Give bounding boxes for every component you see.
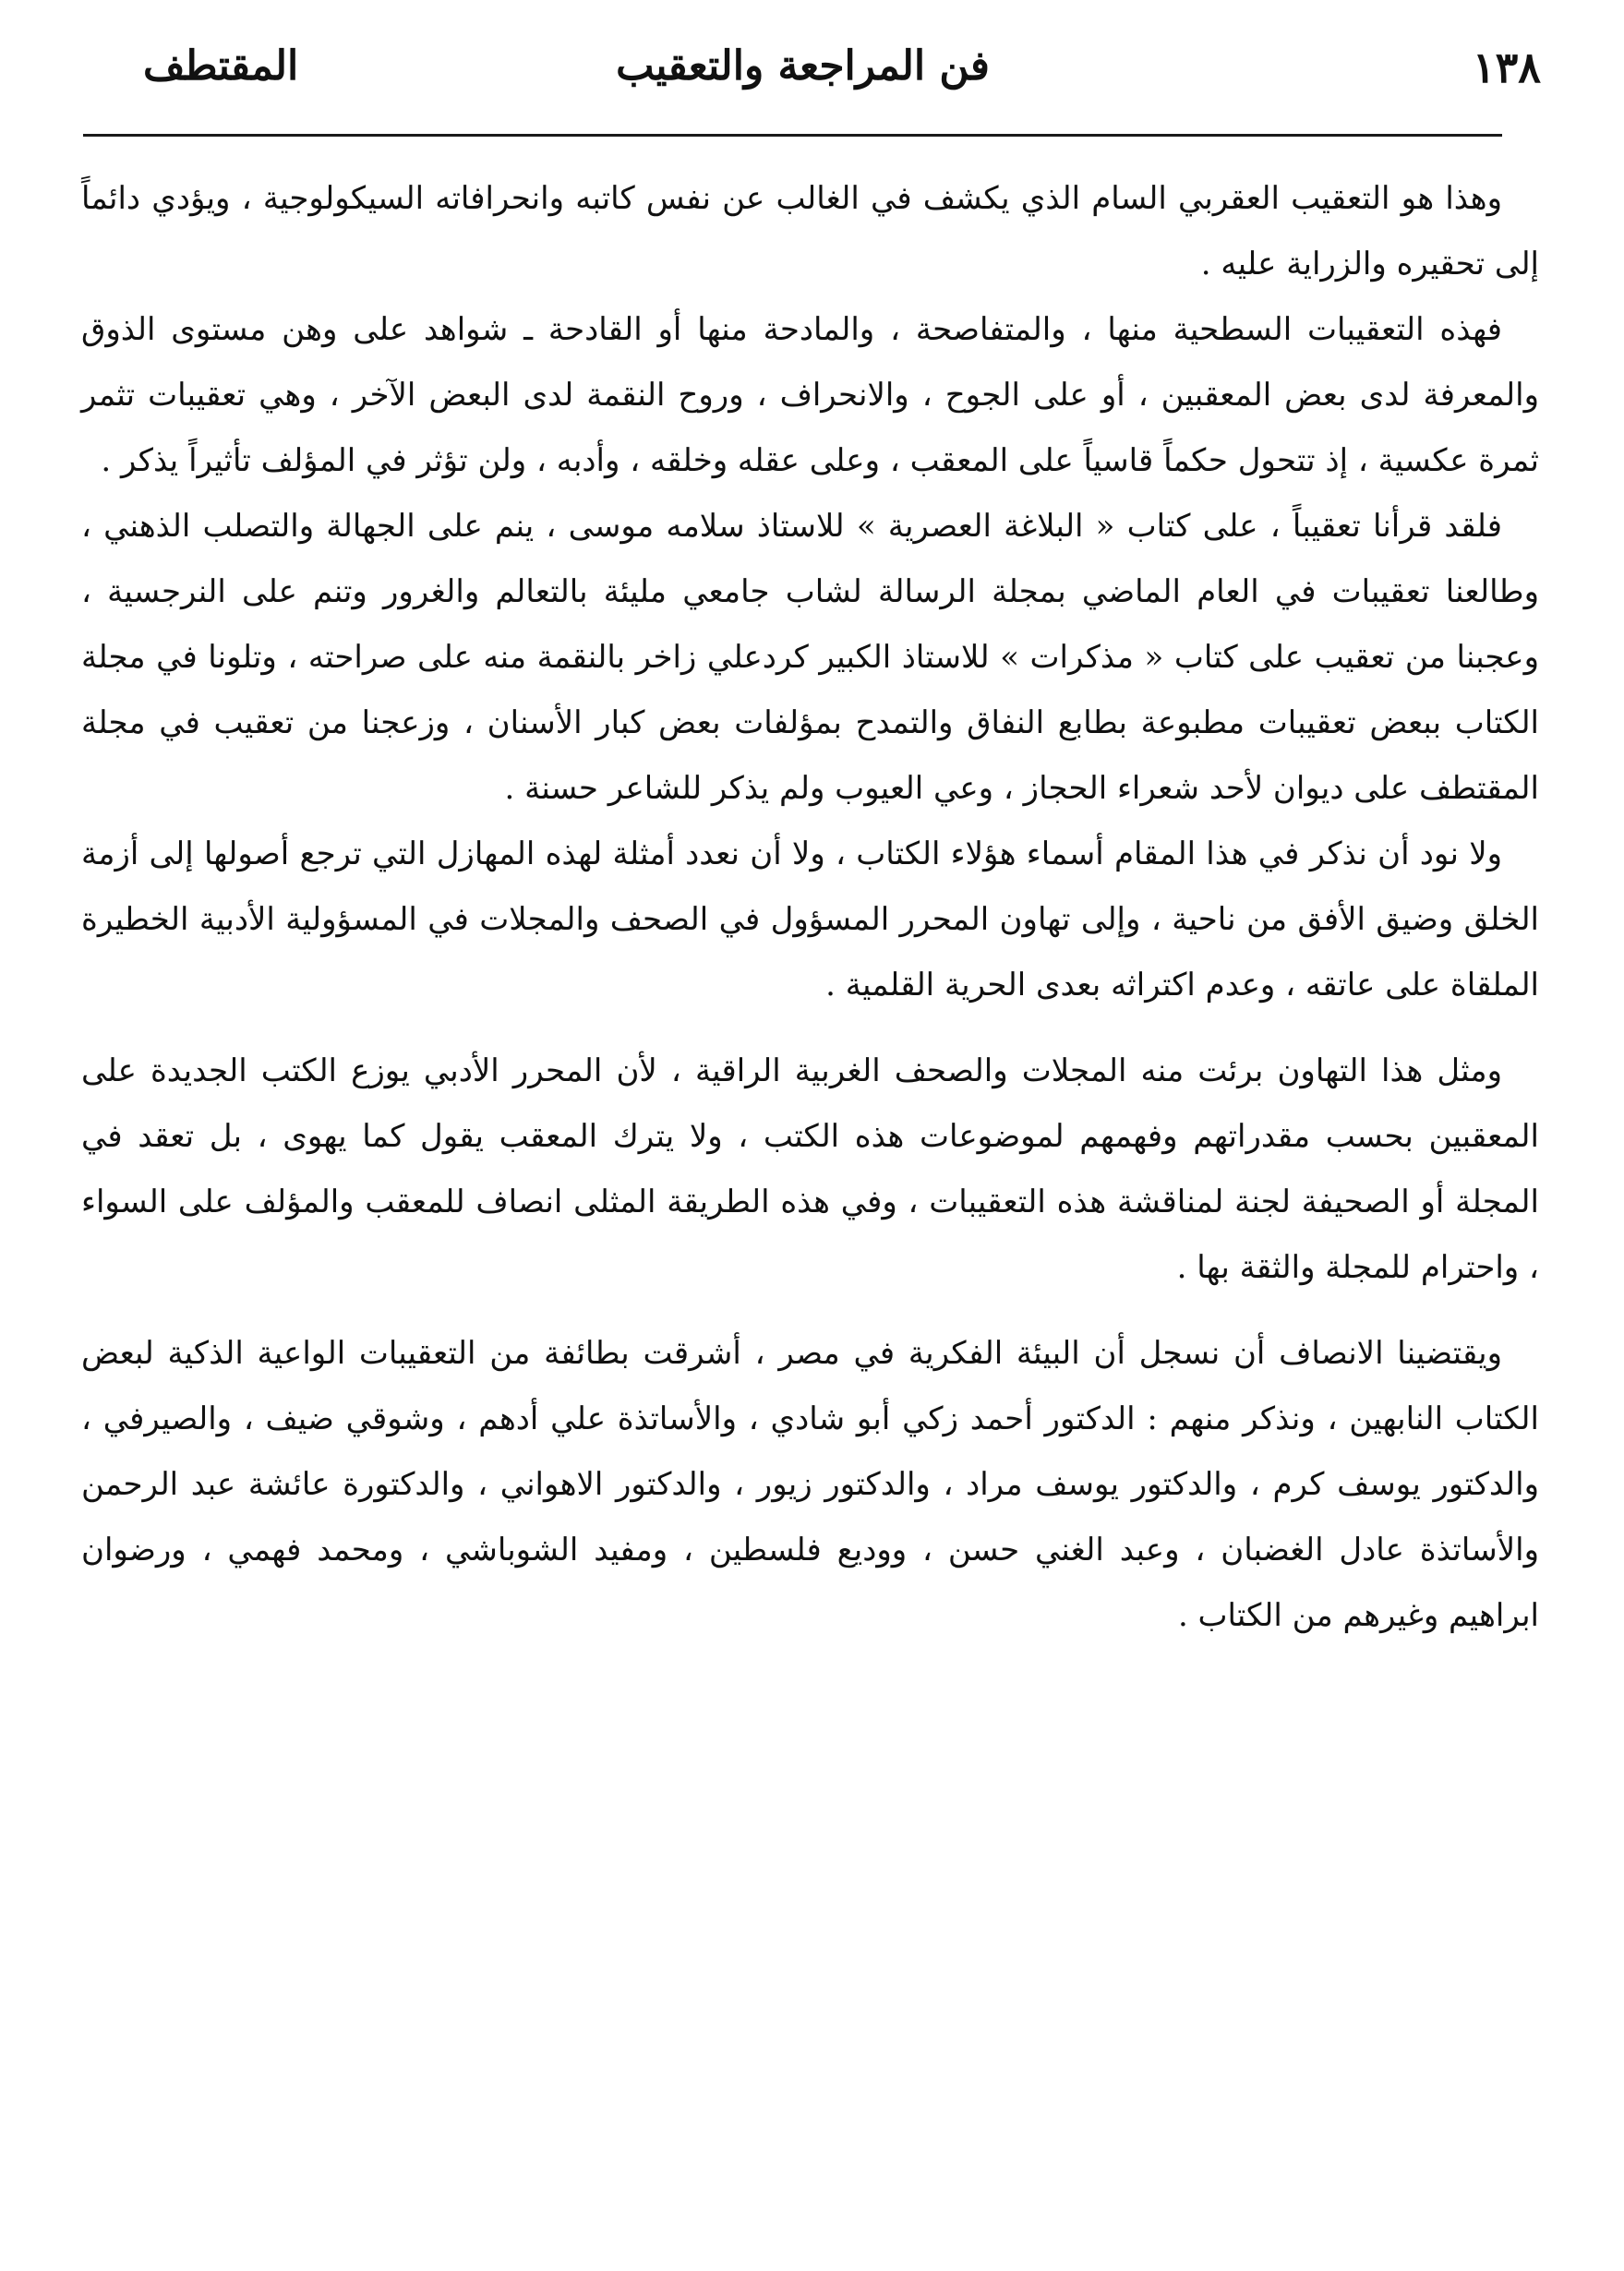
paragraph: فهذه التعقيبات السطحية منها ، والمتفاصحة ، والمادحة منها أو القادحة ـ شواهد على وهن مستوى الذوق والمعرفة لدى بعض المعقبين ، أو على الجوح ، والانحراف ، وروح النقمة لدى البعض الآخر ، وهي تعقيبات تثمر ثمرة عكسية ، إذ تتحول حكماً قاسياً على المعقب ، وعلى عقله وخلقه ، وأدبه ، ولن تؤثر في المؤلف تأثيراً يذكر . (81, 311, 1539, 479)
paragraph: ومثل هذا التهاون برئت منه المجلات والصحف الغربية الراقية ، لأن المحرر الأدبي يوزع الكتب الجديدة على المعقبين بحسب مقدراتهم وفهمهم لموضوعات هذه الكتب ، ولا يترك المعقب يقول كما يهوى ، بل تعقد في المجلة أو الصحيفة لجنة لمناقشة هذه التعقيبات ، وفي هذه الطريقة المثلى انصاف للمعقب والمؤلف على السواء ، واحترام للمجلة والثقة بها . (81, 1052, 1539, 1286)
paragraph: وهذا هو التعقيب العقربي السام الذي يكشف في الغالب عن نفس كاتبه وانحرافاته السيكولوجية ، ويؤدي دائماً إلى تحقيره والزراية عليه . (81, 180, 1539, 282)
page-number: ١٣٨ (1472, 42, 1541, 92)
article-title: فن المراجعة والتعقيب (616, 42, 990, 90)
paragraph: فلقد قرأنا تعقيباً ، على كتاب « البلاغة العصرية » للاستاذ سلامه موسى ، ينم على الجهالة والتصلب الذهني ، وطالعنا تعقيبات في العام الماضي بمجلة الرسالة لشاب جامعي مليئة بالتعالم والغرور وتنم على النرجسية ، وعجبنا من تعقيب على كتاب « مذكرات » للاستاذ الكبير كردعلي زاخر بالنقمة منه على صراحته ، وتلونا في مجلة الكتاب ببعض تعقيبات مطبوعة بطابع النفاق والتمدح بمؤلفات بعض كبار الأسنان ، وزعجنا من تعقيب في مجلة المقتطف على ديوان لأحد شعراء الحجاز ، وعي العيوب ولم يذكر للشاعر حسنة . (81, 508, 1539, 807)
journal-name: المقتطف (143, 42, 299, 90)
running-header (65, 42, 1541, 109)
article-body (81, 166, 1539, 1649)
paragraph: ويقتضينا الانصاف أن نسجل أن البيئة الفكرية في مصر ، أشرقت بطائفة من التعقيبات الواعية الذكية لبعض الكتاب النابهين ، ونذكر منهم : الدكتور أحمد زكي أبو شادي ، والأساتذة علي أدهم ، وشوقي ضيف ، والصيرفي ، والدكتور يوسف كرم ، والدكتور يوسف مراد ، والدكتور زيور ، والدكتور الاهواني ، والدكتورة عائشة عبد الرحمن والأساتذة عادل الغضبان ، وعبد الغني حسن ، ووديع فلسطين ، ومفيد الشوباشي ، ومحمد فهمي ، ورضوان ابراهيم وغيرهم من الكتاب . (81, 1335, 1539, 1634)
header-rule (83, 134, 1502, 137)
paragraph: ولا نود أن نذكر في هذا المقام أسماء هؤلاء الكتاب ، ولا أن نعدد أمثلة لهذه المهازل التي ترجع أصولها إلى أزمة الخلق وضيق الأفق من ناحية ، وإلى تهاون المحرر المسؤول في الصحف والمجلات في المسؤولية الأدبية الخطيرة الملقاة على عاتقه ، وعدم اكتراثه بعدى الحرية القلمية . (81, 835, 1539, 1003)
